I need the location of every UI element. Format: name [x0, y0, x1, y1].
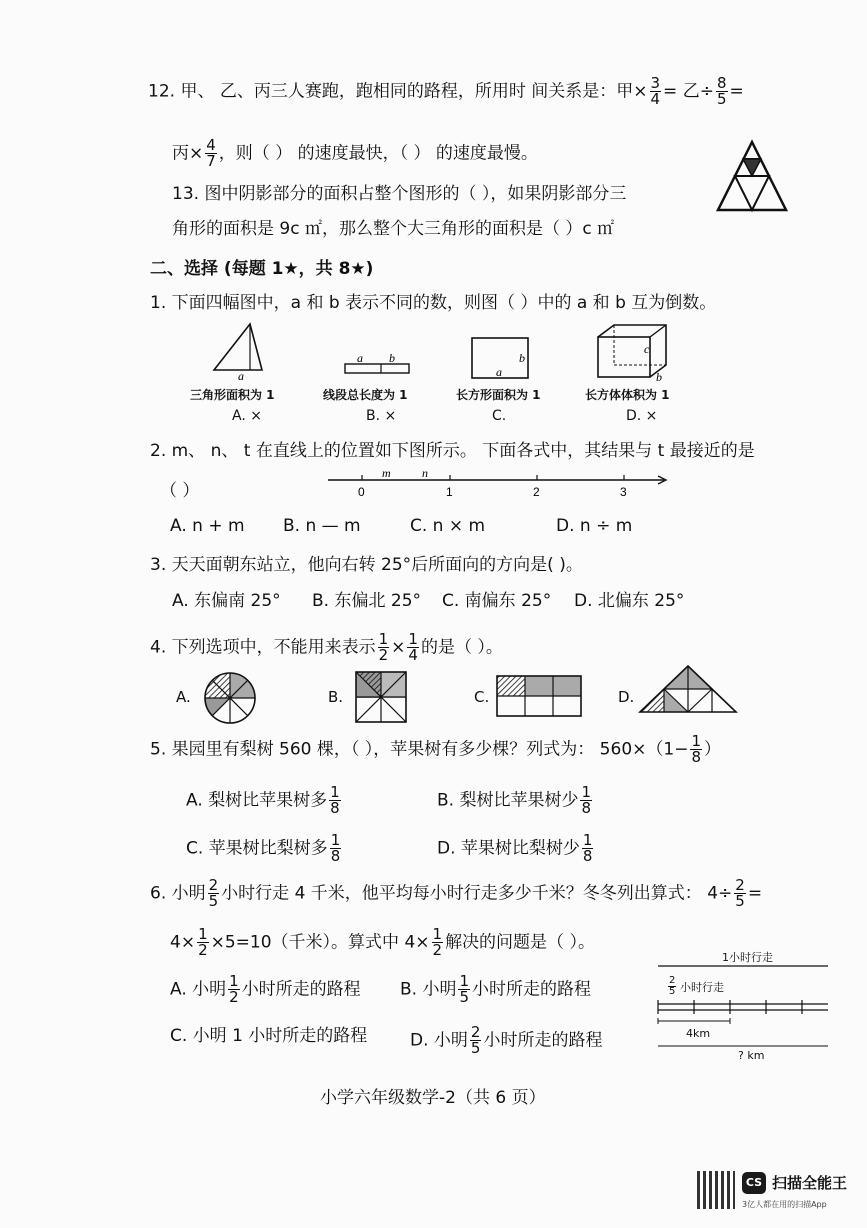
watermark-name: 扫描全能王: [772, 1174, 848, 1192]
c6-line2: 4× $\frac{1}{2}$ ×5=10（千米）。算式中 4× $\frac{1}{2}$ 解决的问题是（ ）。: [170, 925, 595, 959]
option: B. 梨树比苹果树少 $\frac{1}{8}$: [437, 783, 592, 817]
option: D. ×: [626, 408, 658, 424]
q12-text: 12. 甲、 乙、丙三人赛跑，跑相同的路程，所用时 间关系是：甲×: [148, 81, 648, 102]
c4-stem: 4. 下列选项中，不能用来表示 $\frac{1}{2}$ × $\frac{1}{4}$ 的是（ ）。: [150, 630, 503, 664]
option: D.: [618, 688, 635, 706]
option: B. ×: [366, 408, 397, 424]
option: A. 东偏南 25°: [172, 591, 281, 611]
option: C. 小明 1 小时所走的路程: [170, 1026, 368, 1046]
diagram-fraction: $\frac{2}{5}$: [669, 975, 676, 997]
option: C. 苹果树比梨树多 $\frac{1}{8}$: [186, 831, 341, 865]
fraction: $\frac{3}{4}$: [650, 74, 661, 108]
label-b: b: [519, 351, 525, 365]
fraction: $\frac{8}{5}$: [716, 74, 727, 108]
caption: 三角形面积为 1: [190, 388, 275, 402]
tick-label: 2: [533, 485, 540, 499]
triangle-figure: [716, 140, 788, 214]
page-footer: 小学六年级数学-2（共 6 页）: [320, 1088, 546, 1108]
label-b: b: [389, 351, 395, 365]
watermark-subtitle: 3亿人都在用的扫描App: [742, 1200, 827, 1209]
mark-n: n: [422, 466, 428, 480]
option: C.: [492, 408, 507, 424]
tick-label: 1: [446, 485, 453, 499]
tick-label: 0: [358, 485, 365, 499]
q13-line2: 角形的面积是 9c ㎡，那么整个大三角形的面积是（ ）c ㎡: [172, 219, 615, 239]
label-c: c: [644, 342, 650, 356]
c6-line1: 6. 小明 $\frac{2}{5}$ 小时行走 4 千米，他平均每小时行走多少千米？冬冬列出算式： 4÷ $\frac{2}{5}$ =: [150, 876, 763, 910]
c2-blank: （ ）: [160, 481, 200, 501]
option: A. n + m: [170, 516, 245, 536]
section-title: 二、选择 (每题 1★，共 8★): [150, 259, 374, 279]
fraction: $\frac{1}{4}$: [408, 630, 418, 664]
fraction: $\frac{4}{7}$: [206, 136, 216, 170]
diagram-km-label: 4km: [686, 1027, 711, 1040]
c2-stem: 2. m、 n、 t 在直线上的位置如下图所示。 下面各式中，其结果与 t 最接近的是: [150, 441, 755, 461]
label-b: b: [656, 370, 662, 384]
c1-triangle-figure: [212, 322, 282, 383]
tick-label: 3: [620, 485, 627, 499]
option: D. 小明 $\frac{2}{5}$ 小时所走的路程: [410, 1023, 603, 1057]
option: C. 南偏东 25°: [442, 591, 552, 611]
label-a: a: [357, 351, 363, 365]
fraction: $\frac{1}{2}$: [378, 630, 389, 664]
fraction: $\frac{1}{8}$: [691, 732, 701, 766]
option: A. 梨树比苹果树多 $\frac{1}{8}$: [186, 783, 340, 817]
c1-stem: 1. 下面四幅图中，a 和 b 表示不同的数，则图（ ）中的 a 和 b 互为倒数。: [150, 293, 717, 313]
c4-square-figure: [354, 670, 410, 726]
number-line: [326, 466, 670, 500]
option: C. n × m: [410, 516, 486, 536]
c4-triangle-figure: [638, 664, 740, 716]
option: D. 北偏东 25°: [574, 591, 685, 611]
option: A.: [176, 688, 191, 706]
qr-code-icon: [697, 1171, 735, 1209]
diagram-frac-label: 小时行走: [680, 981, 724, 994]
option: C.: [474, 688, 490, 706]
option: D. n ÷ m: [556, 516, 633, 536]
option: B. 小明 $\frac{1}{5}$ 小时所走的路程: [400, 972, 592, 1006]
q12-line2: 丙× $\frac{4}{7}$ ，则（ ） 的速度最快，（ ） 的速度最慢。: [172, 136, 538, 170]
c1-segment-figure: [343, 352, 413, 380]
c5-stem: 5. 果园里有梨树 560 棵，（ ），苹果树有多少棵？列式为： 560×（1− $\frac{1}{8}$ ）: [150, 732, 721, 766]
c3-stem: 3. 天天面朝东站立，他向右转 25°后所面向的方向是( )。: [150, 555, 583, 575]
caption: 长方形面积为 1: [456, 388, 541, 402]
c6-line-diagram: [656, 962, 832, 1052]
option: B. 东偏北 25°: [312, 591, 422, 611]
q12-line1: 12. 甲、 乙、丙三人赛跑，跑相同的路程，所用时 间关系是：甲× $\frac{3}{4}$ = 乙÷ $\frac{8}{5}$ =: [148, 74, 744, 108]
option: A. ×: [232, 408, 262, 424]
c1-cuboid-figure: [596, 323, 672, 383]
c4-circle-figure: [202, 670, 258, 726]
c4-grid-figure: [495, 674, 587, 720]
c1-rectangle-figure: [470, 336, 534, 384]
caption: 线段总长度为 1: [323, 388, 408, 402]
option: B.: [328, 688, 344, 706]
option: B. n — m: [283, 516, 361, 536]
mark-m: m: [382, 466, 391, 480]
diagram-unknown-label: ? km: [738, 1049, 765, 1062]
label-a: a: [238, 369, 244, 383]
camscanner-logo-icon: CS: [742, 1172, 766, 1194]
option: D. 苹果树比梨树少 $\frac{1}{8}$: [437, 831, 593, 865]
label-a: a: [496, 365, 502, 379]
diagram-top-label: 1小时行走: [722, 951, 773, 964]
caption: 长方体体积为 1: [585, 388, 670, 402]
q13-line1: 13. 图中阴影部分的面积占整个图形的（ ），如果阴影部分三: [172, 184, 627, 204]
option: A. 小明 $\frac{1}{2}$ 小时所走的路程: [170, 972, 361, 1006]
